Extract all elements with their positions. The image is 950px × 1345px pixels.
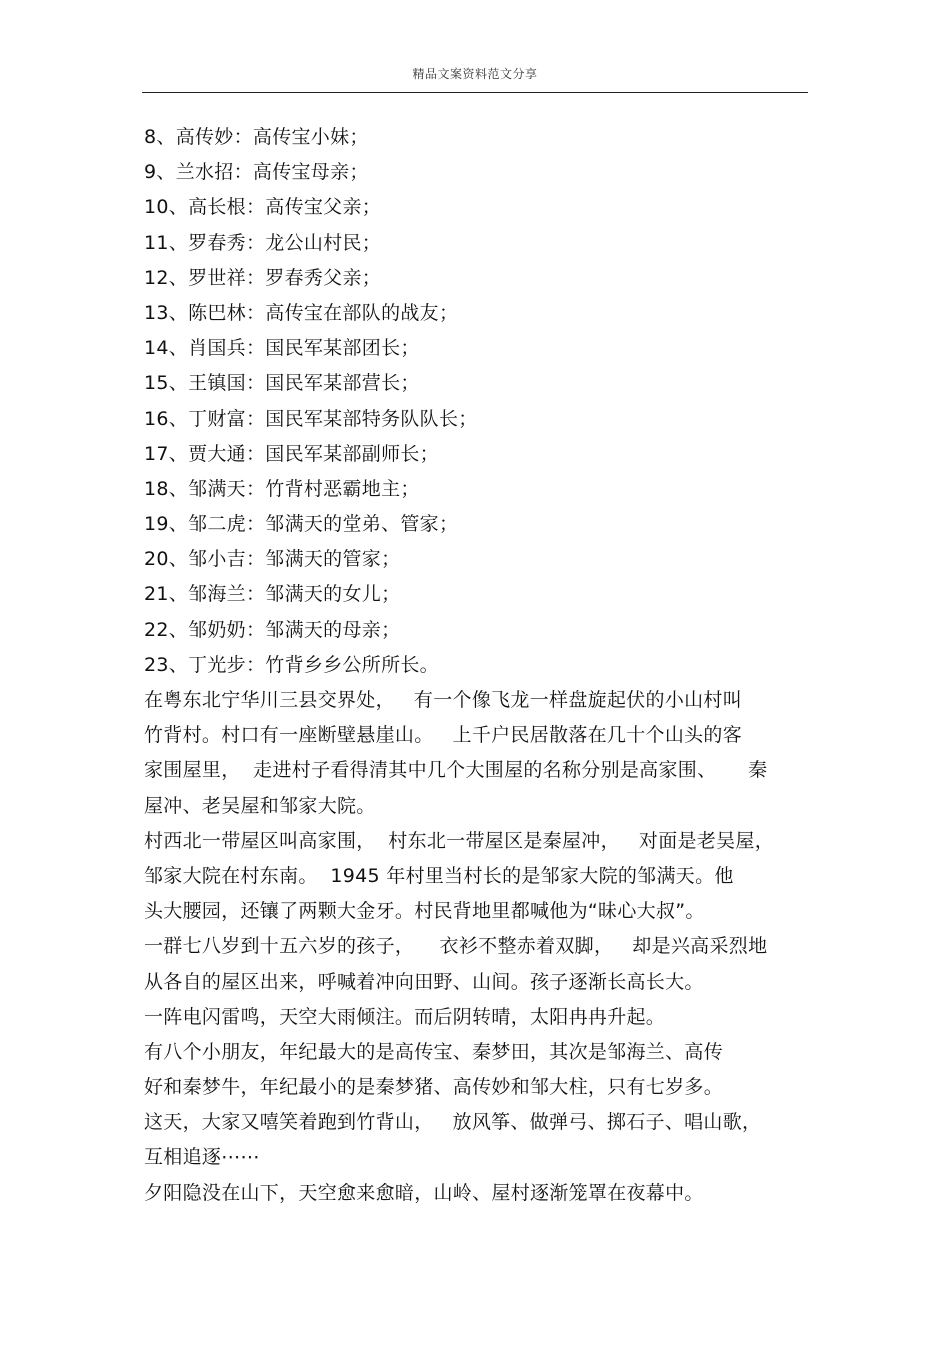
paragraph-line: 一群七八岁到十五六岁的孩子， 衣衫不整赤着双脚， 却是兴高采烈地: [144, 935, 768, 958]
character-entry: 13、陈巴林：高传宝在部队的战友；: [144, 301, 459, 324]
character-entry: 8、高传妙：高传宝小妹；: [144, 126, 369, 148]
paragraph-line: 有八个小朋友，年纪最大的是高传宝、秦梦田，其次是邹海兰、高传: [144, 1040, 724, 1063]
character-entry: 16、丁财富：国民军某部特务队队长；: [144, 407, 478, 430]
paragraph-line: 在粤东北宁华川三县交界处， 有一个像飞龙一样盘旋起伏的小山村叫: [144, 689, 743, 711]
character-entry: 14、肖国兵：国民军某部团长；: [144, 337, 420, 360]
document-body: [144, 120, 824, 1211]
paragraph-line: 屋冲、老吴屋和邹家大院。: [144, 794, 376, 817]
paragraph-line: 这天，大家又嘻笑着跑到竹背山， 放风筝、做弹弓、掷石子、唱山歌，: [144, 1111, 762, 1134]
paragraph-line: 村西北一带屋区叫高家围， 村东北一带屋区是秦屋冲， 对面是老吴屋，: [144, 829, 774, 852]
character-entry: 10、高长根：高传宝父亲；: [144, 196, 382, 219]
character-entry: 11、罗春秀：龙公山村民；: [144, 231, 382, 254]
paragraph-line: 从各自的屋区出来，呼喊着冲向田野、山间。孩子逐渐长高长大。: [144, 970, 704, 993]
paragraph-line: 家围屋里， 走进村子看得清其中几个大围屋的名称分别是高家围、 秦: [144, 759, 768, 782]
paragraph-line: 好和秦梦牛，年纪最小的是秦梦猪、高传妙和邹大柱，只有七岁多。: [144, 1076, 724, 1099]
paragraph-line: 一阵电闪雷鸣，天空大雨倾注。而后阴转晴，太阳冉冉升起。: [144, 1005, 666, 1028]
character-entry: 12、罗世祥：罗春秀父亲；: [144, 266, 382, 289]
character-entry: 21、邹海兰：邹满天的女儿；: [144, 583, 401, 606]
character-entry: 17、贾大通：国民军某部副师长；: [144, 442, 439, 465]
character-entry: 15、王镇国：国民军某部营长；: [144, 372, 420, 395]
character-entry: 22、邹奶奶：邹满天的母亲；: [144, 618, 401, 641]
paragraph-line: 竹背村。村口有一座断壁悬崖山。 上千户民居散落在几十个山头的客: [144, 724, 743, 747]
character-entry: 19、邹二虎：邹满天的堂弟、管家；: [144, 513, 459, 536]
paragraph-line: 互相追逐⋯⋯: [144, 1146, 260, 1169]
header-title: 精品文案资料范文分享: [412, 67, 538, 81]
character-entry: 23、丁光步：竹背乡乡公所所长。: [144, 653, 439, 676]
paragraph-line: 头大腰园，还镶了两颗大金牙。村民背地里都喊他为“昧心大叔”。: [144, 900, 705, 923]
paragraph-line: 夕阳隐没在山下，天空愈来愈暗，山岭、屋村逐渐笼罩在夜幕中。: [144, 1181, 704, 1204]
character-entry: 20、邹小吉：邹满天的管家；: [144, 548, 401, 571]
character-entry: 9、兰水招：高传宝母亲；: [144, 161, 369, 184]
character-entry: 18、邹满天：竹背村恶霸地主；: [144, 477, 420, 500]
page-header: [142, 66, 808, 93]
paragraph-line: 邹家大院在村东南。 1945 年村里当村长的是邹家大院的邹满天。他: [144, 864, 734, 887]
